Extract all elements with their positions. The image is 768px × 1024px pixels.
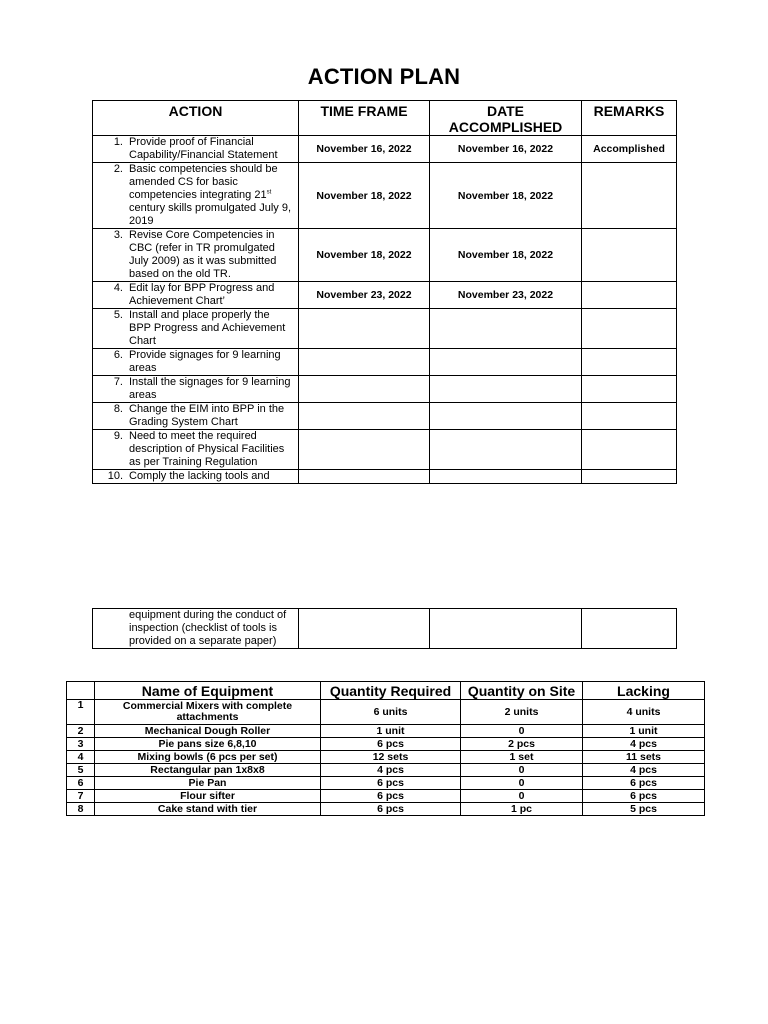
item-line: Install and place properly the xyxy=(129,309,270,321)
action-cell xyxy=(93,349,299,376)
quantity-required: 6 pcs xyxy=(321,777,461,790)
item-number: 7. xyxy=(113,376,123,388)
superscript: st xyxy=(266,189,272,196)
item-text xyxy=(129,470,296,483)
item-line xyxy=(129,189,296,202)
table-row xyxy=(93,309,677,349)
item-line: century skills promulgated July 9, xyxy=(129,202,292,214)
action-plan-table xyxy=(92,100,677,484)
time-frame-cell xyxy=(299,470,430,484)
quantity-on-site: 0 xyxy=(461,725,583,738)
table-row xyxy=(93,136,677,163)
item-line: provided on a separate paper) xyxy=(129,635,277,647)
equipment-name: Pie pans size 6,8,10 xyxy=(95,738,321,751)
equipment-name: Mixing bowls (6 pcs per set) xyxy=(95,751,321,764)
equipment-name-line: attachments xyxy=(176,711,239,723)
action-cell xyxy=(93,376,299,403)
quantity-on-site: 2 pcs xyxy=(461,738,583,751)
lacking: 6 pcs xyxy=(583,777,705,790)
table-row xyxy=(67,738,705,751)
row-number: 8 xyxy=(67,803,95,816)
item-line: July 2009) as it was submitted xyxy=(129,255,277,267)
date-cell xyxy=(430,403,582,430)
header-equipment-name: Name of Equipment xyxy=(95,682,321,700)
remarks-cell xyxy=(582,376,677,403)
item-number xyxy=(93,609,129,648)
item-line: Change the EIM into BPP in the xyxy=(129,403,285,415)
action-cell xyxy=(93,403,299,430)
quantity-required: 6 pcs xyxy=(321,790,461,803)
item-line: as per Training Regulation xyxy=(129,456,258,468)
item-text xyxy=(129,309,296,348)
item-line: CBC (refer in TR promulgated xyxy=(129,242,275,254)
action-cell xyxy=(93,309,299,349)
table-row xyxy=(67,725,705,738)
item-number: 3. xyxy=(113,229,123,241)
item-line: 2019 xyxy=(129,215,154,227)
table-row xyxy=(93,349,677,376)
action-plan-header-row xyxy=(93,101,677,136)
row-number: 7 xyxy=(67,790,95,803)
equipment-name: Pie Pan xyxy=(95,777,321,790)
table-row xyxy=(67,764,705,777)
equipment-name: Flour sifter xyxy=(95,790,321,803)
table-row xyxy=(93,470,677,484)
item-number: 2. xyxy=(113,163,123,175)
date-cell xyxy=(430,609,582,649)
lacking: 4 pcs xyxy=(583,764,705,777)
equipment-name-line: Commercial Mixers with complete xyxy=(122,700,293,712)
table-row xyxy=(93,609,677,649)
row-number: 4 xyxy=(67,751,95,764)
time-frame-cell xyxy=(299,609,430,649)
item-text xyxy=(129,403,296,429)
item-number: 8. xyxy=(113,403,123,415)
action-cell xyxy=(93,609,299,649)
equipment-header-row xyxy=(67,682,705,700)
item-text xyxy=(129,282,296,308)
header-remarks: REMARKS xyxy=(582,101,677,136)
item-text xyxy=(129,430,296,469)
item-line: areas xyxy=(129,389,157,401)
lacking: 11 sets xyxy=(583,751,705,764)
action-cell xyxy=(93,136,299,163)
item-line: Install the signages for 9 learning xyxy=(129,376,291,388)
remarks-cell xyxy=(582,609,677,649)
table-row xyxy=(93,376,677,403)
time-frame-cell xyxy=(299,430,430,470)
action-cell xyxy=(93,282,299,309)
equipment-name xyxy=(95,700,321,725)
item-line-text: competencies integrating 21 xyxy=(129,189,267,201)
date-cell: November 23, 2022 xyxy=(430,282,582,309)
item-line: based on the old TR. xyxy=(129,268,231,280)
action-cell xyxy=(93,229,299,282)
quantity-required: 1 unit xyxy=(321,725,461,738)
quantity-required: 6 units xyxy=(321,700,461,725)
header-lacking: Lacking xyxy=(583,682,705,700)
header-time-frame: TIME FRAME xyxy=(299,101,430,136)
time-frame-cell: November 18, 2022 xyxy=(299,229,430,282)
item-line: Edit lay for BPP Progress and xyxy=(129,282,275,294)
quantity-required: 6 pcs xyxy=(321,803,461,816)
row-number: 1 xyxy=(67,700,95,725)
time-frame-cell xyxy=(299,376,430,403)
remarks-cell xyxy=(582,430,677,470)
date-cell xyxy=(430,309,582,349)
item-line: equipment during the conduct of xyxy=(129,609,287,621)
date-cell xyxy=(430,376,582,403)
item-line: Achievement Chart’ xyxy=(129,295,225,307)
item-text xyxy=(129,349,296,375)
item-line: Basic competencies should be xyxy=(129,163,278,175)
date-cell xyxy=(430,470,582,484)
row-number: 2 xyxy=(67,725,95,738)
remarks-cell xyxy=(582,163,677,229)
action-cell xyxy=(93,470,299,484)
remarks-cell xyxy=(582,349,677,376)
item-number: 6. xyxy=(113,349,123,361)
table-row xyxy=(93,282,677,309)
item-line: Provide signages for 9 learning xyxy=(129,349,281,361)
date-cell: November 16, 2022 xyxy=(430,136,582,163)
table-row xyxy=(67,751,705,764)
row-number: 6 xyxy=(67,777,95,790)
lacking: 6 pcs xyxy=(583,790,705,803)
table-row xyxy=(93,430,677,470)
remarks-cell xyxy=(582,470,677,484)
header-action: ACTION xyxy=(93,101,299,136)
row-number: 3 xyxy=(67,738,95,751)
lacking: 5 pcs xyxy=(583,803,705,816)
item-number: 1. xyxy=(113,136,123,148)
equipment-name: Rectangular pan 1x8x8 xyxy=(95,764,321,777)
remarks-cell xyxy=(582,403,677,430)
quantity-required: 4 pcs xyxy=(321,764,461,777)
remarks-cell: Accomplished xyxy=(582,136,677,163)
time-frame-cell xyxy=(299,403,430,430)
quantity-on-site: 0 xyxy=(461,790,583,803)
item-text xyxy=(129,376,296,402)
item-text xyxy=(129,163,296,228)
item-line: Grading System Chart xyxy=(129,416,238,428)
date-cell xyxy=(430,430,582,470)
item-line: BPP Progress and Achievement xyxy=(129,322,286,334)
item-line: description of Physical Facilities xyxy=(129,443,285,455)
time-frame-cell: November 16, 2022 xyxy=(299,136,430,163)
item-number: 10. xyxy=(107,470,123,482)
remarks-cell xyxy=(582,229,677,282)
table-row xyxy=(93,229,677,282)
table-row xyxy=(67,777,705,790)
header-date-line-2: ACCOMPLISHED xyxy=(448,119,563,135)
lacking: 1 unit xyxy=(583,725,705,738)
table-row xyxy=(93,163,677,229)
lacking: 4 pcs xyxy=(583,738,705,751)
item-text xyxy=(129,229,296,281)
header-number xyxy=(67,682,95,700)
item-text xyxy=(129,609,296,648)
table-row xyxy=(67,790,705,803)
date-cell: November 18, 2022 xyxy=(430,163,582,229)
quantity-on-site: 0 xyxy=(461,777,583,790)
page-title: ACTION PLAN xyxy=(307,64,461,89)
quantity-on-site: 0 xyxy=(461,764,583,777)
date-cell: November 18, 2022 xyxy=(430,229,582,282)
quantity-on-site: 1 pc xyxy=(461,803,583,816)
remarks-cell xyxy=(582,282,677,309)
table-row xyxy=(67,803,705,816)
row-number: 5 xyxy=(67,764,95,777)
equipment-table xyxy=(66,681,705,816)
header-date-line-1: DATE xyxy=(486,103,525,119)
time-frame-cell: November 18, 2022 xyxy=(299,163,430,229)
equipment-name: Mechanical Dough Roller xyxy=(95,725,321,738)
action-cell xyxy=(93,430,299,470)
table-row xyxy=(67,700,705,725)
item-line: inspection (checklist of tools is xyxy=(129,622,277,634)
item-number: 4. xyxy=(113,282,123,294)
time-frame-cell xyxy=(299,349,430,376)
item-line: Provide proof of Financial xyxy=(129,136,254,148)
quantity-required: 6 pcs xyxy=(321,738,461,751)
action-plan-continuation-table xyxy=(92,608,677,649)
item-line: areas xyxy=(129,362,157,374)
header-quantity-on-site: Quantity on Site xyxy=(461,682,583,700)
lacking: 4 units xyxy=(583,700,705,725)
time-frame-cell xyxy=(299,309,430,349)
item-number: 5. xyxy=(113,309,123,321)
equipment-name: Cake stand with tier xyxy=(95,803,321,816)
header-quantity-required: Quantity Required xyxy=(321,682,461,700)
header-date-accomplished xyxy=(430,101,582,136)
quantity-on-site: 2 units xyxy=(461,700,583,725)
time-frame-cell: November 23, 2022 xyxy=(299,282,430,309)
item-number: 9. xyxy=(113,430,123,442)
quantity-on-site: 1 set xyxy=(461,751,583,764)
remarks-cell xyxy=(582,309,677,349)
table-row xyxy=(93,403,677,430)
date-cell xyxy=(430,349,582,376)
action-cell xyxy=(93,163,299,229)
item-line: amended CS for basic xyxy=(129,176,238,188)
item-text xyxy=(129,136,296,162)
item-line: Revise Core Competencies in xyxy=(129,229,275,241)
item-line: Capability/Financial Statement xyxy=(129,149,278,161)
item-line: Need to meet the required xyxy=(129,430,257,442)
item-line: Chart xyxy=(129,335,156,347)
quantity-required: 12 sets xyxy=(321,751,461,764)
item-line: Comply the lacking tools and xyxy=(129,470,270,482)
